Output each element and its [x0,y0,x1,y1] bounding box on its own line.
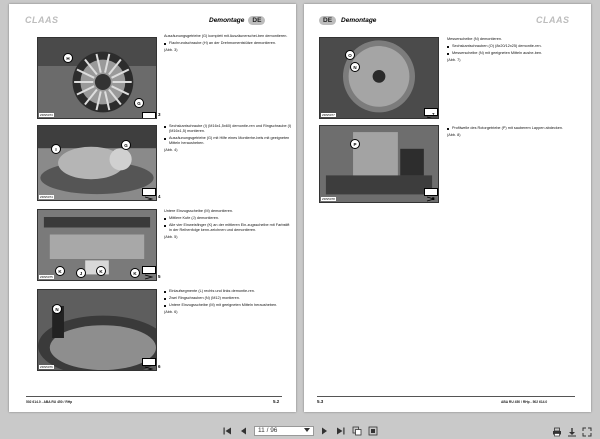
next-page-icon[interactable] [319,425,330,436]
figure-number: 8 [432,196,435,201]
photo-id: ZDN5076 [40,365,53,369]
step-heading: Untere Einzugsscheibe (M) demontieren. [164,209,234,213]
figure-reference: (Abb. 8) [447,133,461,137]
step-heading: Messerscheibe (N) demontieren. [447,37,503,41]
figure-reference: (Abb. 4) [164,148,178,152]
figure-reference: (Abb. 5) [164,235,178,239]
photo-id: ZDN5077 [322,113,335,117]
last-page-icon[interactable] [335,425,346,436]
footer-doc-id: 502 614.0 - ABA RU 450 / RHp [26,400,73,404]
footer-rule [317,396,575,397]
bullet-step: Mittlere Kufe (J) demontieren. [164,216,292,221]
page-header [319,15,376,26]
callout-marker: P [350,139,360,149]
figure-reference: (Abb. 6) [164,310,178,314]
page-separator: / [266,427,269,434]
instruction-text [164,34,292,55]
figure-photo [37,289,157,371]
figure-number: 5 [158,274,161,279]
bullet-step: Messerscheibe (N) mit geeigneten Mitteln aushe-ben. [447,51,575,56]
arrow-pointer-icon [142,358,156,366]
brand-logo: CLAAS [25,15,59,25]
bullet-step: Auszäunungsgetriebe (G) mit Hilfe eines Montierhe-bels mit geeigneten Mitteln herausheben. [164,136,292,146]
fit-page-icon[interactable] [367,425,378,436]
first-page-icon[interactable] [222,425,233,436]
right-page [304,4,591,412]
callout-marker: G [134,98,144,108]
bullet-step: Sechskantschrauben (O) (8x20/12x25) demontie-ren. [447,44,575,49]
photo-id: ZDN5074 [40,195,53,199]
chevron-down-icon[interactable] [304,427,310,434]
photo-id: ZDN5078 [322,197,335,201]
download-icon[interactable] [566,426,577,437]
figure-number: 4 [158,194,161,199]
figure-reference: (Abb. 3) [164,48,178,52]
instruction-text [447,37,575,65]
callout-marker: N [350,62,360,72]
callout-marker: N [52,304,62,314]
arrow-pointer-icon [142,188,156,196]
step-heading: Auszäunungsgetriebe (G) komplett mit Auszäunerschei-ben demontieren. [164,34,288,38]
figure-photo [37,125,157,201]
photo-id: ZDN5073 [40,113,53,117]
print-icon[interactable] [551,426,562,437]
fullscreen-icon[interactable] [581,426,592,437]
figure-photo [319,125,439,203]
arrow-pointer-icon [424,108,438,116]
lang-badge: DE [319,16,336,25]
instruction-text [164,289,292,317]
figure-photo [37,37,157,119]
total-pages: 96 [270,427,278,434]
bullet-step: Sechskantschraube (I) (M16x1,5x60) demontie-ren und Ringschraube (I) (M16x1,5) montieren. [164,124,292,134]
callout-marker: J [76,268,86,278]
section-title: Demontage [209,17,245,24]
callout-marker: O [345,50,355,60]
figure-number: 7 [432,112,435,117]
copy-icon[interactable] [351,425,362,436]
footer-doc-id: ABA RU 450 / RHp - 502 614.0 [501,400,548,404]
left-page [9,4,296,412]
page-number-input[interactable] [254,426,314,436]
instruction-text [164,209,292,242]
callout-marker: K [130,268,140,278]
instruction-text [164,124,292,155]
callout-marker: K [96,266,106,276]
figure-number: 3 [158,112,161,117]
bullet-step: Untere Einzugsscheibe (M) mit geeigneten Mitteln herausheben. [164,303,292,308]
callout-marker: G [121,140,131,150]
brand-logo: CLAAS [536,15,570,25]
page-header [209,15,265,26]
callout-marker: I [51,144,61,154]
bullet-step: Profilwelle des Rotorgetriebe (P) mit sauberem Lappen abdecken. [447,126,575,131]
bullet-step: Alle vier Einweisfinger (K) an der mittleren Ein-zugsscheibe mit Farbstift in der Reihenfolge kenn-zeichnen und demontieren. [164,223,292,233]
arrow-pointer-icon [142,266,156,274]
instruction-text [447,126,575,140]
viewer-toolbar [0,422,600,439]
figure-reference: (Abb. 7) [447,58,461,62]
arrow-pointer-icon [142,112,156,119]
right-tools [551,426,592,437]
bullet-step: Flachrundschraube (H) an der Drehmomentstütze demontieren. [164,41,292,46]
figure-number: 6 [158,364,161,369]
prev-page-icon[interactable] [238,425,249,436]
arrow-pointer-icon [424,188,438,196]
callout-marker: H [63,53,73,63]
footer-rule [26,396,282,397]
current-page: 11 [258,427,265,434]
figure-photo [319,37,439,119]
page-number: 5.3 [317,399,324,404]
page-number: 5.2 [273,399,280,404]
section-title: Demontage [341,17,377,24]
bullet-step: Einlaufsegmente (L) rechts und links demontie-ren. [164,289,292,294]
figure-photo [37,209,157,281]
callout-marker: K [55,266,65,276]
lang-badge: DE [248,16,265,25]
photo-id: ZDN5075 [40,275,53,279]
bullet-step: Zwei Ringschrauben (N) (M12) montieren. [164,296,292,301]
